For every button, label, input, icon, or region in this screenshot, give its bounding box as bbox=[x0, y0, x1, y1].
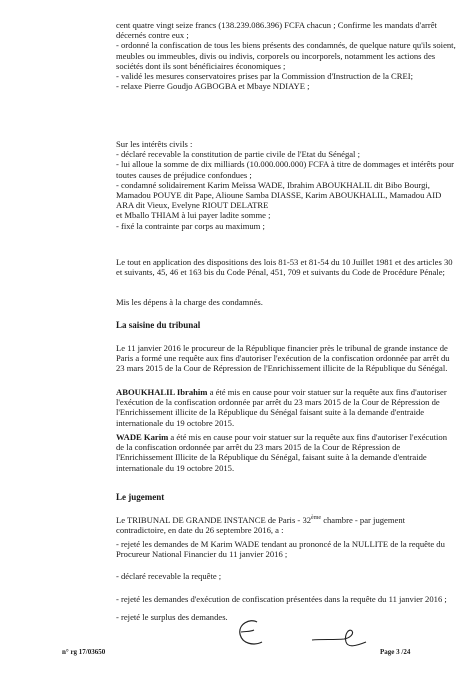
civil-interests-block bbox=[116, 139, 456, 231]
saisine-paragraph-2: ABOUKHALIL Ibrahim a été mis en cause pour voir statuer sur la requête aux fins d'autoriser l'exécution de la confiscation ordonnée par arrêt du 23 mars 2015 de la Cour de Répression de l'Enrichissement illicite de la République du Sénégal faisant suite à la demande d'entraide internationale du 19 octobre 2015. bbox=[116, 387, 447, 428]
jugement-item: - rejeté les demandes d'exécution de confiscation présentées dans la requête du 11 janvier 2016 ; bbox=[116, 593, 447, 604]
footer-case-number: n° rg 17/03650 bbox=[62, 648, 106, 656]
decisions-block bbox=[116, 20, 456, 91]
decision-line: cent quatre vingt seize francs (138.239.086.396) FCFA chacun ; Confirme les mandats d'arrêt décernés contre eux ; bbox=[116, 20, 437, 41]
legal-basis: Le tout en application des dispositions des lois 81-53 et 81-54 du 10 Juillet 1981 et des articles 30 et suivants, 45, 46 et 163 bis du Code Pénal, 451, 709 et suivants du Code de Procédure Pénale; bbox=[116, 257, 453, 278]
civil-line: - condamné solidairement Karim Meïssa WADE, Ibrahim ABOUKHALIL dit Bibo Bourgi, Mamadou POUYE dit Pape, Alioune Samba DIASSE, Karim ABOUKHALIL, Mamadou AID ARA dit Vieux, Evelyne RIOUT DELATRE bbox=[116, 179, 442, 211]
decision-line: - relaxe Pierre Goudjo AGBOGBA et Mbaye NDIAYE ; bbox=[116, 81, 310, 92]
signature-initials-left bbox=[232, 616, 267, 650]
signature-initials-right bbox=[310, 628, 370, 650]
decision-line: - ordonné la confiscation de tous les biens présents des condamnés, de quelque nature qu'ils soient, meubles ou immeubles, divis ou indivis, corporels ou incorporels, notamment les actions des sociétés dont ils sont bénéficiaires économiques ; bbox=[116, 40, 456, 71]
footer-page-number: Page 3 /24 bbox=[380, 648, 411, 656]
civil-heading: Sur les intérêts civils : bbox=[116, 139, 193, 149]
party-name: WADE Karim bbox=[116, 432, 169, 442]
costs-line: Mis les dépens à la charge des condamnés. bbox=[116, 297, 263, 307]
civil-line: - fixé la contrainte par corps au maximum ; bbox=[116, 220, 265, 231]
jugement-item: - rejeté les demandes de M Karim WADE tendant au prononcé de la NULLITE de la requête du Procureur National Financier du 11 janvier 2016 ; bbox=[116, 539, 445, 560]
decision-line: - validé les mesures conservatoires prises par la Commission d'Instruction de la CREI; bbox=[116, 71, 414, 82]
section-title-jugement: Le jugement bbox=[116, 492, 165, 502]
jugement-intro: Le TRIBUNAL DE GRANDE INSTANCE de Paris - 32ème chambre - par jugement contradictoire, en date du 26 septembre 2016, a : bbox=[116, 514, 406, 536]
civil-line: - lui alloue la somme de dix milliards (10.000.000.000) FCFA à titre de dommages et intérêts pour toutes causes de préjudice confondues ; bbox=[116, 159, 455, 180]
civil-line: - déclaré recevable la constitution de partie civile de l'Etat du Sénégal ; bbox=[116, 149, 360, 160]
saisine-paragraph-1: Le 11 janvier 2016 le procureur de la République financier près le tribunal de grande instance de Paris a formé une requête aux fins d'autoriser l'exécution de la confiscation ordonnée par arrêt du 23 mars 2015 de la Cour de Répression de l'Enrichissement illicite de la République du Sénégal. bbox=[116, 343, 450, 374]
civil-line: et Mballo THIAM à lui payer ladite somme ; bbox=[116, 210, 271, 221]
jugement-items bbox=[116, 539, 456, 622]
section-title-saisine: La saisine du tribunal bbox=[116, 320, 201, 330]
party-name: ABOUKHALIL Ibrahim bbox=[116, 387, 208, 397]
saisine-paragraph-3: WADE Karim a été mis en cause pour voir statuer sur la requête aux fins d'autoriser l'exécution de la confiscation ordonnée par arrêt du 23 mars 2015 de la Cour de Répression de l'Enrichissement Illicite de la République du Sénégal, faisant suite à la demande d'entraide internationale du 19 octobre 2015. bbox=[116, 432, 447, 473]
jugement-item: - rejeté le surplus des demandes. bbox=[116, 611, 228, 622]
jugement-item: - déclaré recevable la requête ; bbox=[116, 571, 222, 582]
